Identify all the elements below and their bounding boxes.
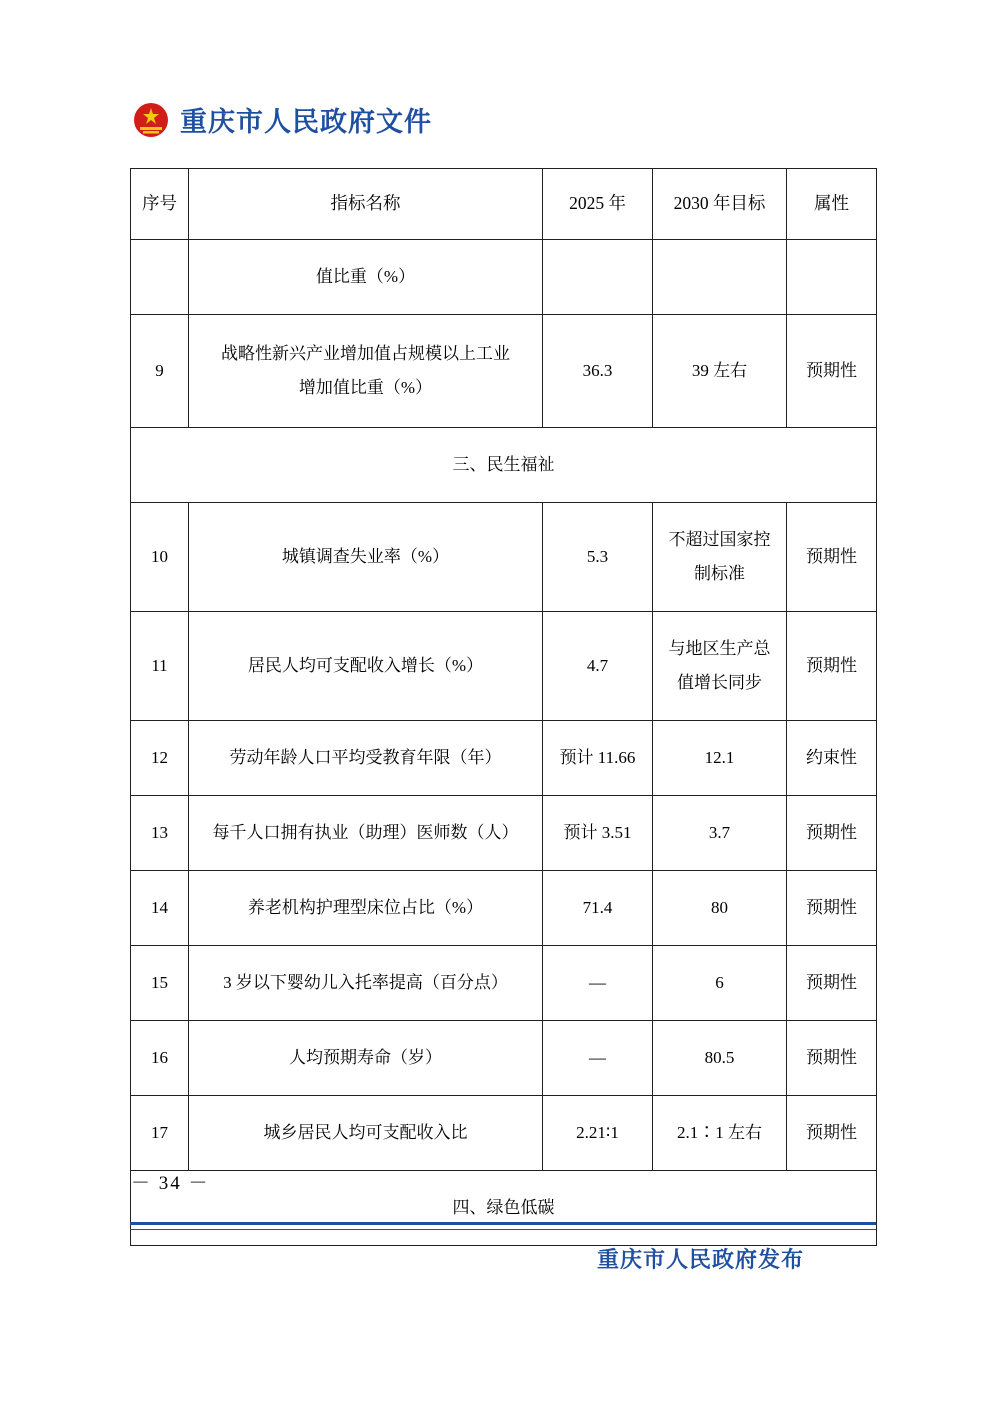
table-row	[131, 503, 877, 612]
cell-2030	[653, 612, 787, 721]
cell-2030: 3.7	[653, 796, 787, 871]
table-row	[131, 871, 877, 946]
cell-2025: 预计 3.51	[543, 796, 653, 871]
cell-2030	[653, 503, 787, 612]
cell-2025: 71.4	[543, 871, 653, 946]
table-row	[131, 612, 877, 721]
cell-attr: 预期性	[787, 796, 877, 871]
cell-name: 居民人均可支配收入增长（%）	[189, 612, 543, 721]
cell-2030: 80	[653, 871, 787, 946]
cell-no: 11	[131, 612, 189, 721]
cell-attr: 约束性	[787, 721, 877, 796]
cell-name: 值比重（%）	[189, 240, 543, 315]
cell-2025: 5.3	[543, 503, 653, 612]
cell-2030-line2: 值增长同步	[677, 673, 762, 692]
cell-name: 养老机构护理型床位占比（%）	[189, 871, 543, 946]
cell-2030	[653, 240, 787, 315]
cell-name: 劳动年龄人口平均受教育年限（年）	[189, 721, 543, 796]
cell-name: 3 岁以下婴幼儿入托率提高（百分点）	[189, 946, 543, 1021]
column-header-no: 序号	[131, 169, 189, 240]
cell-2025: 预计 11.66	[543, 721, 653, 796]
table-row	[131, 946, 877, 1021]
cell-2030: 80.5	[653, 1021, 787, 1096]
table-row	[131, 721, 877, 796]
table-section-row	[131, 428, 877, 503]
cell-attr: 预期性	[787, 503, 877, 612]
table-row	[131, 796, 877, 871]
national-emblem-icon	[132, 101, 170, 139]
cell-attr	[787, 240, 877, 315]
cell-name: 城镇调查失业率（%）	[189, 503, 543, 612]
cell-2025: —	[543, 946, 653, 1021]
cell-name-line1: 战略性新兴产业增加值占规模以上工业	[221, 344, 510, 363]
table-section-row	[131, 1171, 877, 1246]
cell-name: 每千人口拥有执业（助理）医师数（人）	[189, 796, 543, 871]
page-number: － 34 －	[131, 1173, 210, 1194]
cell-2030-line1: 与地区生产总	[668, 639, 771, 658]
cell-no: 12	[131, 721, 189, 796]
cell-name	[189, 315, 543, 428]
cell-attr: 预期性	[787, 946, 877, 1021]
footer-publisher: 重庆市人民政府发布	[597, 1247, 805, 1272]
cell-2025: 4.7	[543, 612, 653, 721]
footer-divider	[130, 1222, 876, 1225]
cell-2030: 2.1∶1 左右	[653, 1096, 787, 1171]
cell-no: 10	[131, 503, 189, 612]
cell-attr: 预期性	[787, 315, 877, 428]
table-row	[131, 1096, 877, 1171]
cell-2030: 12.1	[653, 721, 787, 796]
section-label: 三、民生福祉	[131, 428, 877, 503]
cell-2025	[543, 240, 653, 315]
column-header-2030: 2030 年目标	[653, 169, 787, 240]
cell-2030-line2: 制标准	[694, 564, 745, 583]
column-header-name: 指标名称	[189, 169, 543, 240]
indicator-table	[130, 168, 877, 1246]
column-header-2025: 2025 年	[543, 169, 653, 240]
table-header-row	[131, 169, 877, 240]
cell-attr: 预期性	[787, 1021, 877, 1096]
table-row	[131, 315, 877, 428]
cell-2030: 6	[653, 946, 787, 1021]
cell-2025: 2.21∶1	[543, 1096, 653, 1171]
cell-no: 13	[131, 796, 189, 871]
cell-attr: 预期性	[787, 612, 877, 721]
table-row	[131, 240, 877, 315]
cell-no: 9	[131, 315, 189, 428]
document-title: 重庆市人民政府文件	[180, 107, 432, 137]
indicator-table-wrap	[130, 168, 876, 1246]
cell-2025: 36.3	[543, 315, 653, 428]
cell-2030: 39 左右	[653, 315, 787, 428]
cell-no: 15	[131, 946, 189, 1021]
cell-no	[131, 240, 189, 315]
cell-name: 人均预期寿命（岁）	[189, 1021, 543, 1096]
cell-2030-line1: 不超过国家控	[668, 530, 771, 549]
column-header-attr: 属性	[787, 169, 877, 240]
cell-2025: —	[543, 1021, 653, 1096]
cell-name: 城乡居民人均可支配收入比	[189, 1096, 543, 1171]
cell-no: 16	[131, 1021, 189, 1096]
document-header	[132, 100, 432, 139]
cell-no: 14	[131, 871, 189, 946]
cell-name-line2: 增加值比重（%）	[298, 378, 433, 397]
cell-attr: 预期性	[787, 871, 877, 946]
table-row	[131, 1021, 877, 1096]
cell-no: 17	[131, 1096, 189, 1171]
footer-divider-thin	[130, 1229, 876, 1230]
cell-attr: 预期性	[787, 1096, 877, 1171]
section-label: 四、绿色低碳	[131, 1171, 877, 1246]
